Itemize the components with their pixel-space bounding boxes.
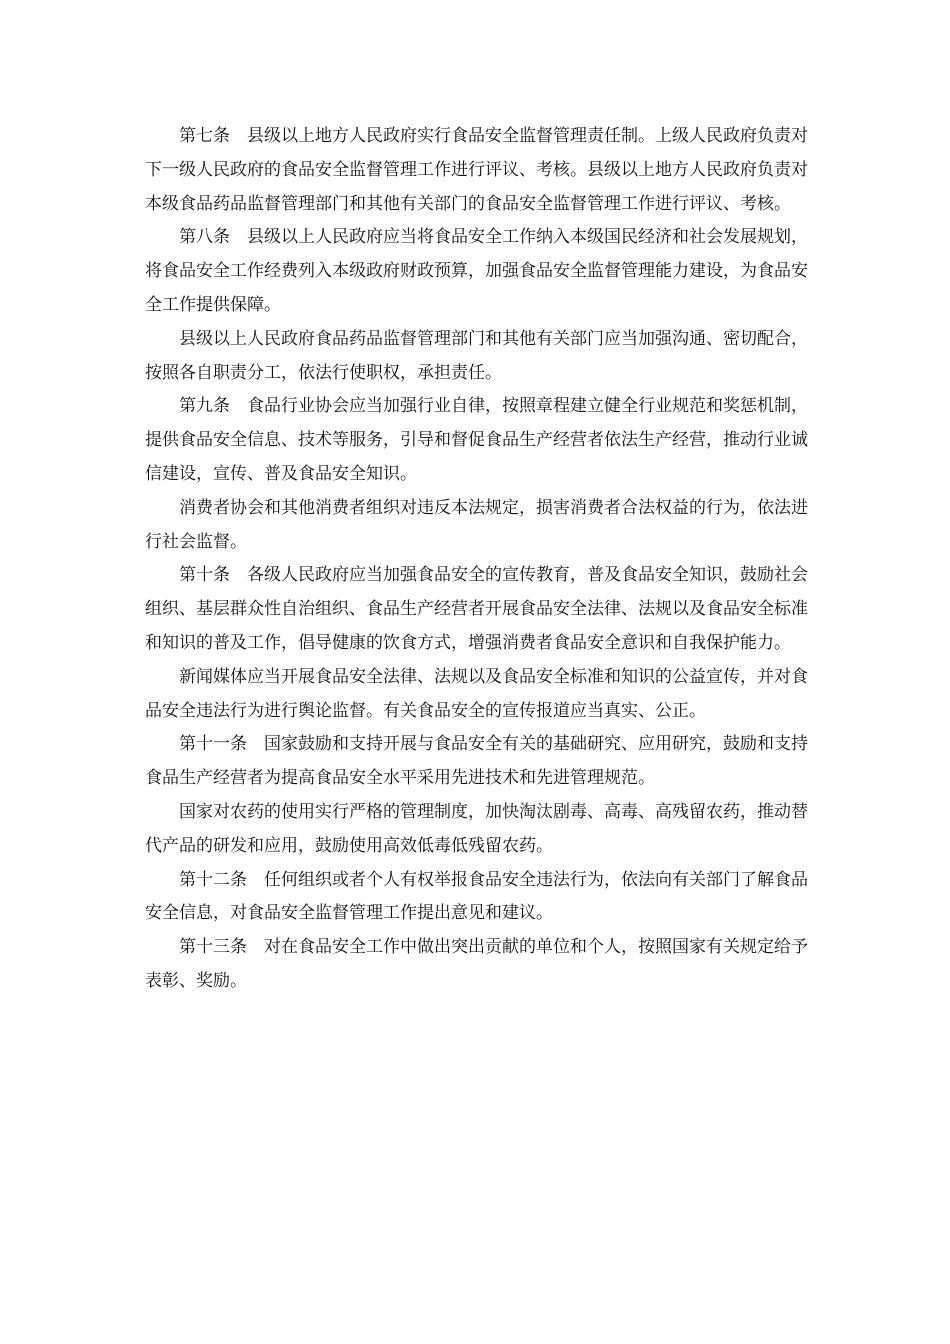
paragraph-article-7 bbox=[145, 120, 808, 221]
paragraph-text: 对在食品安全工作中做出突出贡献的单位和个人，按照国家有关规定给予表彰、奖励。 bbox=[145, 937, 808, 991]
paragraph-article-11 bbox=[145, 728, 808, 796]
paragraph-article-8-cont bbox=[145, 323, 808, 391]
paragraph-text: 国家对农药的使用实行严格的管理制度，加快淘汰剧毒、高毒、高残留农药，推动替代产品的研发和应用，鼓励使用高效低毒低残留农药。 bbox=[145, 801, 808, 856]
paragraph-text: 县级以上人民政府食品药品监督管理部门和其他有关部门应当加强沟通、密切配合，按照各自职责分工，依法行使职权，承担责任。 bbox=[145, 328, 808, 383]
paragraph-text: 消费者协会和其他消费者组织对违反本法规定，损害消费者合法权益的行为，依法进行社会监督。 bbox=[145, 497, 808, 552]
article-number: 第十三条 bbox=[179, 937, 247, 958]
paragraph-text: 新闻媒体应当开展食品安全法律、法规以及食品安全标准和知识的公益宣传，并对食品安全违法行为进行舆论监督。有关食品安全的宣传报道应当真实、公正。 bbox=[145, 666, 808, 721]
paragraph-text: 各级人民政府应当加强食品安全的宣传教育，普及食品安全知识，鼓励社会组织、基层群众性自治组织、食品生产经营者开展食品安全法律、法规以及食品安全标准和知识的普及工作，倡导健康的饮食方式，增强消费者食品安全意识和自我保护能力。 bbox=[145, 565, 808, 653]
paragraph-article-10 bbox=[145, 559, 808, 660]
paragraph-article-12 bbox=[145, 864, 808, 932]
article-number: 第九条 bbox=[179, 396, 230, 417]
paragraph-article-10-cont bbox=[145, 661, 808, 729]
article-number: 第十一条 bbox=[179, 734, 247, 755]
paragraph-article-8 bbox=[145, 221, 808, 322]
paragraph-text: 县级以上人民政府应当将食品安全工作纳入本级国民经济和社会发展规划，将食品安全工作经费列入本级政府财政预算，加强食品安全监督管理能力建设，为食品安全工作提供保障。 bbox=[145, 227, 808, 315]
article-number: 第十二条 bbox=[179, 869, 247, 890]
paragraph-article-11-cont bbox=[145, 796, 808, 864]
article-number: 第七条 bbox=[179, 126, 230, 146]
document-body bbox=[145, 120, 808, 999]
article-number: 第十条 bbox=[179, 565, 230, 586]
article-number: 第八条 bbox=[179, 227, 230, 248]
paragraph-article-13 bbox=[145, 931, 808, 999]
paragraph-text: 食品行业协会应当加强行业自律，按照章程建立健全行业规范和奖惩机制，提供食品安全信息、技术等服务，引导和督促食品生产经营者依法生产经营，推动行业诚信建设，宣传、普及食品安全知识。 bbox=[145, 396, 808, 484]
paragraph-text: 任何组织或者个人有权举报食品安全违法行为，依法向有关部门了解食品安全信息，对食品安全监督管理工作提出意见和建议。 bbox=[145, 869, 808, 924]
paragraph-text: 国家鼓励和支持开展与食品安全有关的基础研究、应用研究，鼓励和支持食品生产经营者为提高食品安全水平采用先进技术和先进管理规范。 bbox=[145, 734, 808, 789]
paragraph-article-9 bbox=[145, 390, 808, 491]
paragraph-text: 县级以上地方人民政府实行食品安全监督管理责任制。上级人民政府负责对下一级人民政府的食品安全监督管理工作进行评议、考核。县级以上地方人民政府负责对本级食品药品监督管理部门和其他有关部门的食品安全监督管理工作进行评议、考核。 bbox=[145, 126, 808, 214]
paragraph-article-9-cont bbox=[145, 492, 808, 560]
